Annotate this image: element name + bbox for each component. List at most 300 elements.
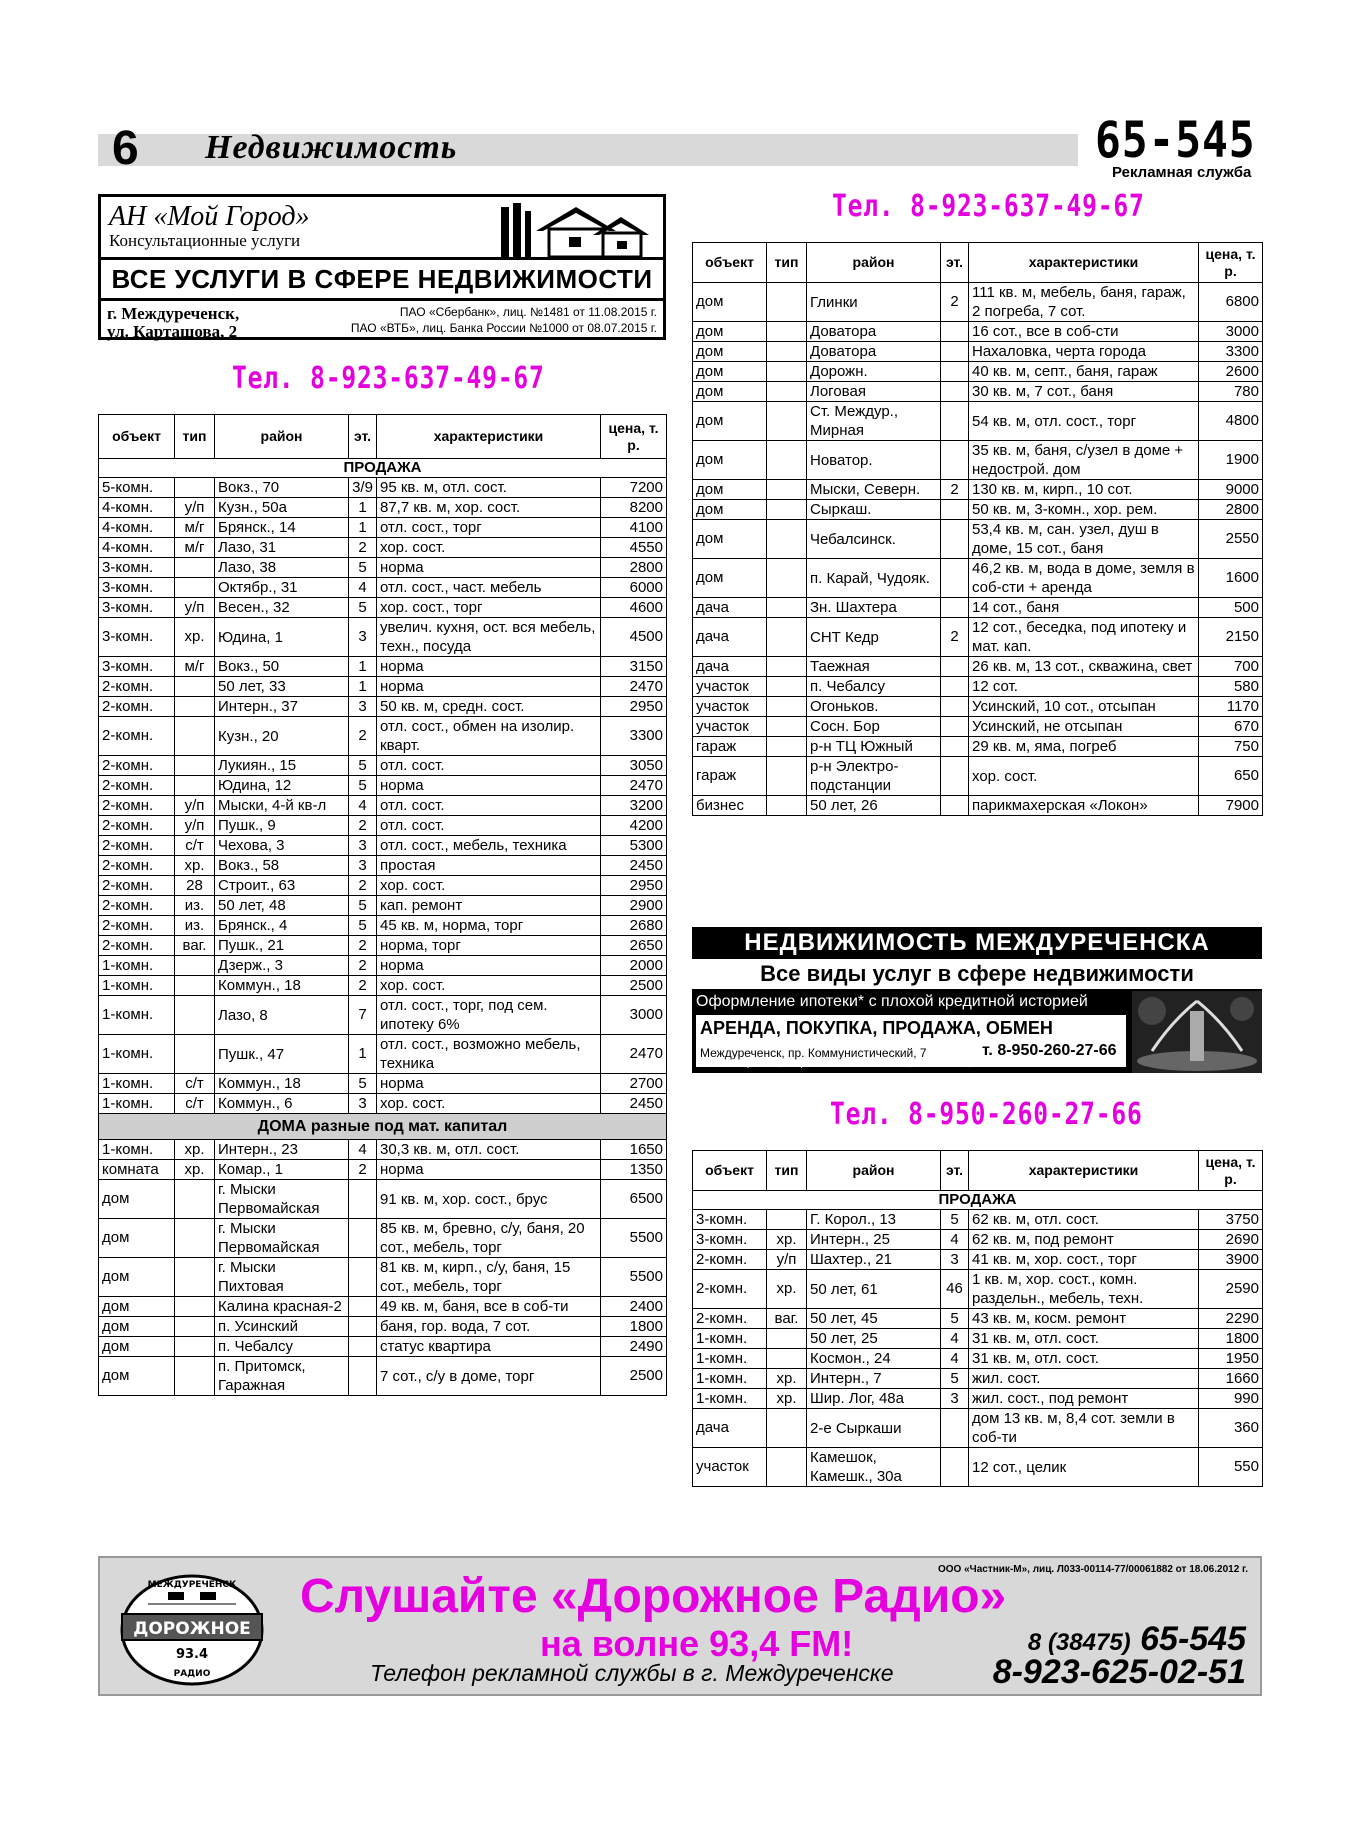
cell-district: 50 лет, 45 (807, 1309, 941, 1329)
cell-district: г. Мыски Пихтовая (215, 1258, 349, 1297)
cell-type (767, 559, 807, 598)
cell-object: 4-комн. (99, 538, 175, 558)
cell-type (175, 1297, 215, 1317)
cell-district: Г. Корол., 13 (807, 1210, 941, 1230)
cell-object: дом (693, 362, 767, 382)
table-row (99, 756, 667, 776)
table-row (693, 598, 1263, 618)
table-row (99, 816, 667, 836)
cell-object: 2-комн. (99, 677, 175, 697)
left-listings-table (98, 414, 667, 1396)
col-object: объект (693, 243, 767, 283)
cell-district: Дорожн. (807, 362, 941, 382)
cell-object: 1-комн. (99, 1074, 175, 1094)
col-chars: характеристики (969, 1151, 1199, 1191)
cell-object: 1-комн. (693, 1329, 767, 1349)
cell-chars: норма (377, 776, 601, 796)
cell-floor: 2 (349, 1160, 377, 1180)
cell-district: р-н Электро-подстанции (807, 757, 941, 796)
radio-footer: Телефон рекламной службы в г. Междуреченске (370, 1660, 894, 1686)
cell-type: ваг. (767, 1309, 807, 1329)
agency-name: АН «Мой Город» (109, 201, 310, 232)
cell-object: 3-комн. (99, 657, 175, 677)
cell-type (767, 796, 807, 816)
cell-district: СНТ Кедр (807, 618, 941, 657)
cell-district: п. Чебалсу (215, 1337, 349, 1357)
realty-ad-address: Междуреченск, пр. Коммунистический, 7 (700, 1046, 927, 1060)
cell-district: Кузн., 50а (215, 498, 349, 518)
cell-district: Лукиян., 15 (215, 756, 349, 776)
cell-chars: отл. сост., обмен на изолир. кварт. (377, 717, 601, 756)
cell-floor: 46 (941, 1270, 969, 1309)
cell-price: 2700 (601, 1074, 667, 1094)
cell-type (175, 478, 215, 498)
cell-chars: 95 кв. м, отл. сост. (377, 478, 601, 498)
table-row (99, 1180, 667, 1219)
cell-price: 1170 (1199, 697, 1263, 717)
realty-ad-phone: т. 8-950-260-27-66 (982, 1042, 1117, 1059)
radio-phone-mobile: 8-923-625-02-51 (992, 1653, 1246, 1691)
col-type: тип (767, 1151, 807, 1191)
cell-floor: 5 (941, 1369, 969, 1389)
table-row (693, 322, 1263, 342)
cell-price: 2500 (601, 1357, 667, 1396)
cell-chars: 41 кв. м, хор. сост., торг (969, 1250, 1199, 1270)
col-price: цена, т. р. (1199, 1151, 1263, 1191)
cell-district: Пушк., 47 (215, 1035, 349, 1074)
table-row (693, 618, 1263, 657)
cell-price: 1800 (1199, 1329, 1263, 1349)
cell-floor (941, 402, 969, 441)
table-row (99, 1317, 667, 1337)
table-row (99, 657, 667, 677)
cell-chars: хор. сост. (377, 1094, 601, 1114)
radio-phone-code: 8 (38475) (1027, 1629, 1131, 1656)
cell-floor: 4 (941, 1230, 969, 1250)
cell-type: у/п (175, 598, 215, 618)
cell-district: 50 лет, 26 (807, 796, 941, 816)
cell-object: участок (693, 1448, 767, 1487)
cell-chars: норма (377, 677, 601, 697)
cell-price: 990 (1199, 1389, 1263, 1409)
cell-type (767, 283, 807, 322)
table-row (99, 956, 667, 976)
cell-chars: 50 кв. м, 3-комн., хор. рем. (969, 500, 1199, 520)
cell-chars: 31 кв. м, отл. сост. (969, 1329, 1199, 1349)
cell-type (175, 756, 215, 776)
col-floor: эт. (941, 243, 969, 283)
cell-district: Новатор. (807, 441, 941, 480)
cell-object: дом (693, 402, 767, 441)
agency-license-2: ПАО «ВТБ», лиц. Банка России №1000 от 08.07.2015 г. (350, 321, 657, 335)
cell-chars: 54 кв. м, отл. сост., торг (969, 402, 1199, 441)
cell-chars: 111 кв. м, мебель, баня, гараж, 2 погреба, 7 сот. (969, 283, 1199, 322)
cell-type (175, 558, 215, 578)
cell-price: 1600 (1199, 559, 1263, 598)
cell-object: дом (99, 1258, 175, 1297)
cell-object: участок (693, 677, 767, 697)
cell-floor: 2 (349, 538, 377, 558)
cell-floor: 2 (941, 618, 969, 657)
cell-district: Шахтер., 21 (807, 1250, 941, 1270)
cell-type: с/т (175, 1074, 215, 1094)
col-district: район (807, 1151, 941, 1191)
cell-chars: 26 кв. м, 13 сот., скважина, свет (969, 657, 1199, 677)
cell-price: 7200 (601, 478, 667, 498)
cell-chars: норма (377, 657, 601, 677)
table-row (693, 1409, 1263, 1448)
table-row (693, 1448, 1263, 1487)
cell-district: Чебалсинск. (807, 520, 941, 559)
cell-chars: 31 кв. м, отл. сост. (969, 1349, 1199, 1369)
cell-price: 3750 (1199, 1210, 1263, 1230)
cell-type: м/г (175, 657, 215, 677)
cell-chars: Нахаловка, черта города (969, 342, 1199, 362)
cell-floor (941, 1409, 969, 1448)
cell-type: у/п (175, 498, 215, 518)
cell-floor: 1 (349, 1035, 377, 1074)
cell-object: 3-комн. (99, 578, 175, 598)
cell-price: 2470 (601, 677, 667, 697)
cell-price: 1900 (1199, 441, 1263, 480)
cell-type (767, 362, 807, 382)
page-number: 6 (112, 122, 139, 175)
cell-object: дом (693, 520, 767, 559)
cell-floor: 4 (349, 796, 377, 816)
cell-object: дача (693, 598, 767, 618)
cell-object: 3-комн. (99, 598, 175, 618)
cell-type (767, 1329, 807, 1349)
cell-price: 2490 (601, 1337, 667, 1357)
cell-price: 2470 (601, 776, 667, 796)
cell-object: 1-комн. (693, 1389, 767, 1409)
cell-floor (941, 1448, 969, 1487)
cell-type: 28 (175, 876, 215, 896)
cell-price: 4100 (601, 518, 667, 538)
cell-object: дом (693, 342, 767, 362)
cell-object: дом (693, 500, 767, 520)
cell-object: комната (99, 1160, 175, 1180)
table-row (99, 1140, 667, 1160)
table-row (693, 441, 1263, 480)
cell-object: 1-комн. (693, 1369, 767, 1389)
table-row (99, 578, 667, 598)
cell-object: 3-комн. (99, 618, 175, 657)
cell-type (175, 1357, 215, 1396)
cell-type: хр. (175, 618, 215, 657)
cell-floor: 5 (349, 598, 377, 618)
col-district: район (215, 415, 349, 459)
cell-chars: хор. сост. (969, 757, 1199, 796)
cell-chars: дом 13 кв. м, 8,4 сот. земли в соб-ти (969, 1409, 1199, 1448)
agency-address-street: ул. Карташова, 2 (107, 322, 238, 341)
table-row (693, 657, 1263, 677)
cell-type: хр. (767, 1230, 807, 1250)
cell-chars: Усинский, не отсыпан (969, 717, 1199, 737)
cell-price: 2450 (601, 856, 667, 876)
cell-type: с/т (175, 836, 215, 856)
cell-chars: кап. ремонт (377, 896, 601, 916)
cell-price: 6000 (601, 578, 667, 598)
cell-object: дом (99, 1219, 175, 1258)
col-object: объект (693, 1151, 767, 1191)
cell-floor: 5 (941, 1309, 969, 1329)
cell-floor (941, 382, 969, 402)
cell-object: 1-комн. (99, 956, 175, 976)
cell-object: 2-комн. (99, 836, 175, 856)
cell-district: Огоньков. (807, 697, 941, 717)
cell-object: участок (693, 697, 767, 717)
cell-object: 2-комн. (99, 697, 175, 717)
cell-floor: 3/9 (349, 478, 377, 498)
right-listings-table-1 (692, 242, 1263, 816)
cell-object: 3-комн. (693, 1210, 767, 1230)
cell-floor (349, 1317, 377, 1337)
table-row (99, 876, 667, 896)
cell-type (767, 598, 807, 618)
cell-district: Чехова, 3 (215, 836, 349, 856)
cell-chars: 40 кв. м, септ., баня, гараж (969, 362, 1199, 382)
cell-district: Камешок, Камешк., 30а (807, 1448, 941, 1487)
table-row (99, 677, 667, 697)
road-radio-logo-icon (118, 1574, 266, 1686)
cell-price: 2500 (601, 976, 667, 996)
col-chars: характеристики (969, 243, 1199, 283)
agency-license-1: ПАО «Сбербанк», лиц. №1481 от 11.08.2015 г. (399, 305, 657, 319)
cell-price: 4500 (601, 618, 667, 657)
cell-floor: 3 (941, 1250, 969, 1270)
table-row (693, 697, 1263, 717)
cell-type: ваг. (175, 936, 215, 956)
cell-price: 5300 (601, 836, 667, 856)
table-row (99, 717, 667, 756)
table-row (693, 1309, 1263, 1329)
cell-floor: 5 (349, 558, 377, 578)
cell-chars: 85 кв. м, бревно, с/у, баня, 20 сот., мебель, торг (377, 1219, 601, 1258)
cell-object: 2-комн. (99, 896, 175, 916)
cell-district: Мыски, 4-й кв-л (215, 796, 349, 816)
cell-chars: 14 сот., баня (969, 598, 1199, 618)
cell-district: Строит., 63 (215, 876, 349, 896)
cell-floor (941, 657, 969, 677)
cell-object: дача (693, 657, 767, 677)
table-row (693, 677, 1263, 697)
cell-type (767, 1349, 807, 1369)
cell-district: Интерн., 25 (807, 1230, 941, 1250)
cell-floor: 7 (349, 996, 377, 1035)
table-row (99, 996, 667, 1035)
col-price: цена, т. р. (601, 415, 667, 459)
logo-bottom-text: РАДИО (173, 1669, 211, 1679)
cell-price: 2600 (1199, 362, 1263, 382)
table-row (99, 1094, 667, 1114)
cell-price: 1350 (601, 1160, 667, 1180)
cell-floor: 5 (349, 1074, 377, 1094)
cell-district: Доватора (807, 322, 941, 342)
cell-object: дом (99, 1337, 175, 1357)
cell-floor: 3 (349, 618, 377, 657)
cell-type (767, 500, 807, 520)
cell-type (767, 717, 807, 737)
cell-floor (941, 757, 969, 796)
cell-floor: 2 (349, 876, 377, 896)
cell-price: 2000 (601, 956, 667, 976)
section-row (99, 1114, 667, 1140)
table-row (99, 538, 667, 558)
cell-floor (349, 1357, 377, 1396)
table-row (693, 796, 1263, 816)
cell-type: из. (175, 896, 215, 916)
cell-object: дом (693, 480, 767, 500)
cell-chars: хор. сост. (377, 876, 601, 896)
cell-chars: отл. сост. (377, 816, 601, 836)
cell-type (767, 697, 807, 717)
cell-type: м/г (175, 538, 215, 558)
table-row (693, 520, 1263, 559)
cell-object: 1-комн. (99, 1035, 175, 1074)
cell-price: 2590 (1199, 1270, 1263, 1309)
realty-ad-title: НЕДВИЖИМОСТЬ МЕЖДУРЕЧЕНСКА (744, 929, 1210, 956)
cell-price: 2680 (601, 916, 667, 936)
cell-floor (941, 441, 969, 480)
cell-district: п. Чебалсу (807, 677, 941, 697)
cell-chars: 35 кв. м, баня, с/узел в доме + недострой. дом (969, 441, 1199, 480)
cell-district: Лазо, 31 (215, 538, 349, 558)
cell-price: 4550 (601, 538, 667, 558)
cell-price: 2650 (601, 936, 667, 956)
cell-object: 2-комн. (693, 1270, 767, 1309)
table-row (693, 1349, 1263, 1369)
cell-type (175, 1317, 215, 1337)
cell-type (175, 1180, 215, 1219)
cell-district: Шир. Лог, 48а (807, 1389, 941, 1409)
cell-chars: 12 сот. (969, 677, 1199, 697)
cell-chars: отл. сост., возможно мебель, техника (377, 1035, 601, 1074)
cell-type (175, 976, 215, 996)
cell-district: Брянск., 4 (215, 916, 349, 936)
cell-district: Логовая (807, 382, 941, 402)
table-row (693, 1270, 1263, 1309)
cell-type (767, 677, 807, 697)
cell-price: 5500 (601, 1219, 667, 1258)
cell-district: Коммун., 18 (215, 1074, 349, 1094)
cell-price: 780 (1199, 382, 1263, 402)
cell-price: 2470 (601, 1035, 667, 1074)
table-row (99, 776, 667, 796)
table-row (99, 796, 667, 816)
cell-type: хр. (767, 1270, 807, 1309)
cell-price: 670 (1199, 717, 1263, 737)
cell-floor: 1 (349, 677, 377, 697)
cell-price: 1800 (601, 1317, 667, 1337)
cell-price: 6500 (601, 1180, 667, 1219)
cell-chars: 12 сот., целик (969, 1448, 1199, 1487)
cell-chars: простая (377, 856, 601, 876)
section-title: Недвижимость (205, 129, 458, 166)
cell-type: хр. (767, 1369, 807, 1389)
realty-ad-band: Все виды услуг в сфере недвижимости (692, 959, 1262, 989)
logo-main-text: ДОРОЖНОЕ (133, 1619, 251, 1639)
cell-type (767, 402, 807, 441)
cell-type (767, 757, 807, 796)
table-row (99, 697, 667, 717)
cell-price: 2800 (1199, 500, 1263, 520)
cell-object: 1-комн. (99, 996, 175, 1035)
table-row (99, 618, 667, 657)
cell-type (767, 382, 807, 402)
cell-district: Таежная (807, 657, 941, 677)
fountain-image-icon (1132, 991, 1262, 1073)
table-row (693, 757, 1263, 796)
cell-district: г. Мыски Первомайская (215, 1219, 349, 1258)
cell-district: п. Притомск, Гаражная (215, 1357, 349, 1396)
cell-object: участок (693, 717, 767, 737)
cell-price: 9000 (1199, 480, 1263, 500)
cell-floor (349, 1219, 377, 1258)
cell-type (175, 578, 215, 598)
section-row (99, 459, 667, 478)
radio-wave: на волне 93,4 FM! (540, 1623, 854, 1664)
cell-chars: 62 кв. м, отл. сост. (969, 1210, 1199, 1230)
cell-district: Космон., 24 (807, 1349, 941, 1369)
cell-district: Юдина, 12 (215, 776, 349, 796)
cell-object: гараж (693, 737, 767, 757)
cell-floor: 1 (349, 657, 377, 677)
cell-floor (349, 1297, 377, 1317)
radio-phone-short: 65-545 (1140, 1620, 1246, 1658)
cell-district: Доватора (807, 342, 941, 362)
cell-district: Комар., 1 (215, 1160, 349, 1180)
cell-object: дом (99, 1357, 175, 1396)
realty-ad-mortgage: Оформление ипотеки* с плохой кредитной историей (696, 993, 1088, 1010)
cell-floor (941, 500, 969, 520)
cell-type (175, 956, 215, 976)
cell-district: Брянск., 14 (215, 518, 349, 538)
table-row (99, 916, 667, 936)
cell-price: 500 (1199, 598, 1263, 618)
cell-price: 3300 (601, 717, 667, 756)
cell-district: Лазо, 38 (215, 558, 349, 578)
cell-price: 8200 (601, 498, 667, 518)
table-row (99, 1357, 667, 1396)
cell-chars: парикмахерская «Локон» (969, 796, 1199, 816)
table-row (693, 1369, 1263, 1389)
cell-floor (349, 1337, 377, 1357)
cell-floor (941, 717, 969, 737)
table-row (693, 283, 1263, 322)
cell-object: 2-комн. (99, 717, 175, 756)
cell-chars: баня, гор. вода, 7 сот. (377, 1317, 601, 1337)
cell-floor (941, 697, 969, 717)
cell-district: 50 лет, 61 (807, 1270, 941, 1309)
cell-type (767, 737, 807, 757)
table-row (99, 1297, 667, 1317)
agency-banner: ВСЕ УСЛУГИ В СФЕРЕ НЕДВИЖИМОСТИ (101, 257, 663, 301)
realty-ad-license: *ПАО «Сбербанк», лиц. №1481 от 11.08.15 г., ПАО «ВТБ», №1000 от 08.07.15 г. (696, 1058, 1077, 1069)
cell-price: 360 (1199, 1409, 1263, 1448)
cell-object: 1-комн. (99, 1094, 175, 1114)
cell-chars: статус квартира (377, 1337, 601, 1357)
cell-floor: 3 (349, 697, 377, 717)
radio-headline: Слушайте «Дорожное Радио» (300, 1570, 1007, 1623)
cell-floor: 3 (349, 1094, 377, 1114)
table-row (693, 559, 1263, 598)
cell-floor: 5 (349, 756, 377, 776)
cell-price: 3050 (601, 756, 667, 776)
cell-district: Ст. Междур., Мирная (807, 402, 941, 441)
cell-floor: 1 (349, 518, 377, 538)
cell-type: хр. (175, 1140, 215, 1160)
